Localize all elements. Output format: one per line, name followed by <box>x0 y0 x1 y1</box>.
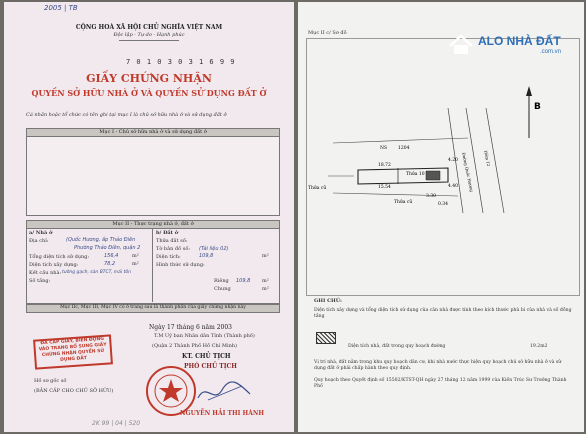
land-heading: b/ Đất ở <box>156 230 179 236</box>
map-value: (Tài liệu 02) <box>199 246 229 252</box>
unit-5: m² <box>262 286 269 292</box>
hatch-legend-icon <box>316 332 336 344</box>
section-2-header: Mục II - Thực trạng nhà ở, đất ở <box>26 220 280 229</box>
plan-dim-b: 0.34 <box>438 202 449 207</box>
map-label: Tờ bản đồ số: <box>156 246 191 252</box>
plan-ns: NS <box>380 146 388 151</box>
unit-1: m² <box>132 253 139 259</box>
owner-box <box>26 136 280 216</box>
plan-old-plot-2: Thửa cũ <box>394 200 413 205</box>
section-footer: Mục IIc, Mục III, Mục IV có ở trang sau là thành phần của giấy chứng nhận này <box>26 304 280 313</box>
intro-text: Cá nhân hoặc tổ chức có tên ghi tại mục I là chủ sở hữu nhà ở và sử dụng đất ở <box>26 112 227 118</box>
plan-side-2: 4.40 <box>448 184 459 189</box>
total-area-value: 156,4 <box>104 253 119 259</box>
notes-title: GHI CHÚ: <box>314 298 342 304</box>
unit-4: m² <box>262 278 269 284</box>
plan-dim-a: 3.30 <box>426 194 437 199</box>
position: KT. CHỦ TỊCH <box>182 353 231 360</box>
city: (Quận 2 Thành Phố Hồ Chí Minh) <box>152 343 237 349</box>
plan-road2-label: Hẻm 12 <box>483 150 492 167</box>
structure-label: Kết cấu nhà: <box>29 270 62 276</box>
plan-road-label: Đường Quốc Hương <box>461 152 475 193</box>
house-logo-icon <box>448 34 474 56</box>
legend-1: Diện tích xây dựng và tổng diện tích sử dụng của căn nhà được tính theo kích thước phủ bì của nhà và số đồng tầng <box>314 308 572 319</box>
bottom-note: 2K 99 | 04 | 520 <box>92 420 141 427</box>
plan-old-plot-1: Thửa cũ <box>308 186 327 191</box>
floors-label: Số tầng: <box>29 278 51 284</box>
certificate-title: GIẤY CHỨNG NHẬN <box>86 72 212 85</box>
plan-lot: 1204 <box>398 146 410 151</box>
note-2: Quy hoạch theo Quyết định số 15502/KTST-QH ngày 27 tháng 12 năm 1999 của Kiến Trúc Sư Trưởng Thành Phố <box>314 378 567 389</box>
address-line2: Phường Thảo Điền, quận 2 <box>74 245 141 251</box>
total-area-label: Tổng diện tích sử dụng: <box>29 254 90 260</box>
country-header: CỘNG HOÀ XÃ HỘI CHỦ NGHĨA VIỆT NAM <box>75 24 223 31</box>
structure-value: tường gạch, sàn BTCT, mái tôn <box>62 270 131 275</box>
plan-plot-note: Thửa 10 <box>406 172 425 177</box>
unit-2: m² <box>132 261 139 267</box>
unit-3: m² <box>262 253 269 259</box>
house-heading: a/ Nhà ở <box>29 230 53 236</box>
committee: T.M Uỷ ban Nhân dân Tỉnh (Thành phố) <box>154 333 255 339</box>
land-area-value: 109,8 <box>199 253 214 259</box>
note-1: Vị trí nhà, đất nằm trong khu quy hoạch dân cư, khi nhà nước thực hiện quy hoạch chủ sở hữu nhà ở và sử dụng đất ở phải chấp hành theo quy định. <box>314 360 562 371</box>
watermark-brand: ALO NHÀ ĐẤT <box>478 34 561 48</box>
shared-label: Chung <box>214 286 231 292</box>
plan-side-1: 4.20 <box>448 158 459 163</box>
holder-copy-label: (BẢN CẤP CHO CHỦ SỞ HỮU) <box>34 388 114 394</box>
official-seal-icon <box>144 364 198 418</box>
legend-value: 19.2m2 <box>530 344 548 349</box>
signature-icon <box>194 378 254 406</box>
date-line: Ngày 17 tháng 6 năm 2003 <box>149 324 233 331</box>
north-arrow-icon <box>522 86 536 142</box>
build-area-label: Diện tích xây dựng: <box>29 262 79 268</box>
watermark-domain: .com.vn <box>540 49 562 55</box>
transfer-stamp: ĐÃ CẤP GIẤY, BIẾN ĐỘNG VÀO TRANG BỔ SUNG GIẤY CHỨNG NHẬN QUYỀN SỬ DỤNG ĐẤT <box>33 334 113 369</box>
private-value: 109,8 <box>236 278 251 284</box>
plot-label: Thửa đất số: <box>156 238 188 244</box>
certificate-front-page <box>4 2 294 432</box>
vice-chairman: PHÓ CHỦ TỊCH <box>184 363 237 370</box>
build-area-value: 78,2 <box>104 261 116 267</box>
certificate-subtitle: QUYỀN SỞ HỮU NHÀ Ở VÀ QUYỀN SỬ DỤNG ĐẤT Ở <box>31 88 267 98</box>
plan-width-bottom: 15.54 <box>378 185 391 190</box>
serial-number: 7 0 1 0 3 0 3 1 6 9 9 <box>126 58 236 66</box>
section-1-header: Mục I - Chủ sở hữu nhà ở và sử dụng đất ở <box>26 128 280 137</box>
corner-note: 2005 | TB <box>44 4 78 12</box>
address-value: (Quốc Hương, ấp Thảo Điền <box>66 237 136 243</box>
land-area-label: Diện tích: <box>156 254 181 260</box>
signer-name: NGUYỄN HẢI THI HÀNH <box>180 410 264 417</box>
usage-label: Hình thức sử dụng: <box>156 262 205 268</box>
plan-width-top: 18.72 <box>378 163 391 168</box>
legend-2: Diện tích nhà, đất trong quy hoạch đường <box>348 344 446 349</box>
plan-section-title: Mục II c/ Sơ đồ <box>308 30 347 36</box>
original-file-label: Hồ sơ gốc số <box>34 378 67 384</box>
address-label: Địa chỉ: <box>29 238 49 244</box>
motto: Độc lập - Tự do - Hạnh phúc <box>113 32 185 38</box>
certificate-plan-page <box>298 2 584 432</box>
north-letter: B <box>534 102 541 112</box>
private-label: Riêng <box>214 278 229 284</box>
